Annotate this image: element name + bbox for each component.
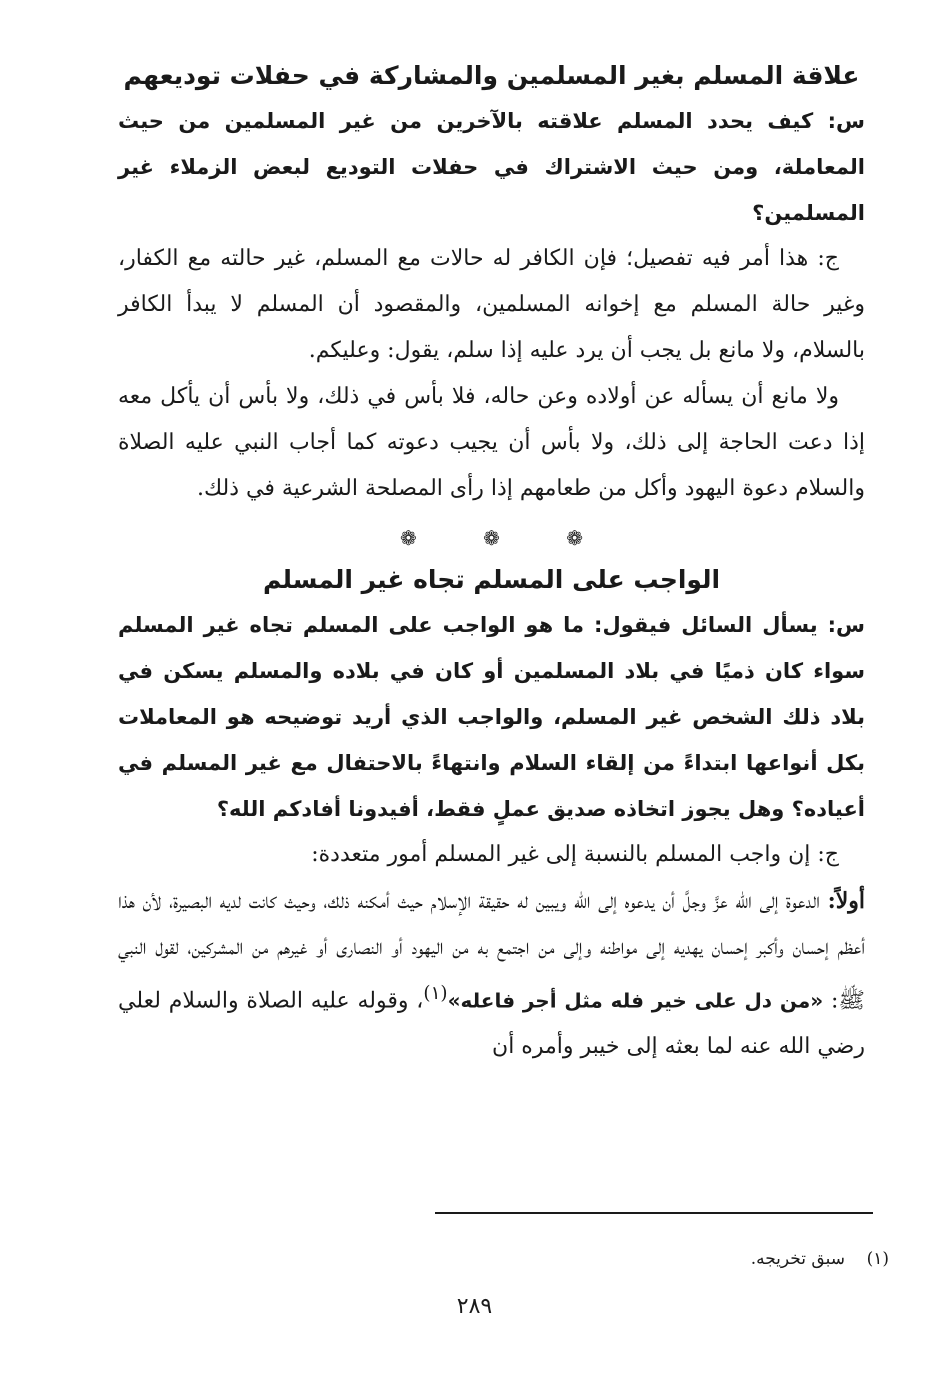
answer-1-paragraph-2: ولا مانع أن يسأله عن أولاده وعن حاله، فلا بأس في ذلك، ولا بأس أن يأكل معه إذا دعت الحاجة إلى ذلك، ولا بأس أن يجيب دعوته كما أجاب النبي عليه الصلاة والسلام دعوة اليهود وأكل من طعامهم إذا رأى المصلحة الشرعية في ذلك. — [118, 384, 865, 501]
answer-2-intro: ج: إن واجب المسلم بالنسبة إلى غير المسلم أمور متعددة: — [311, 842, 839, 867]
answer-1-paragraph-1: ج: هذا أمر فيه تفصيل؛ فإن الكافر له حالات مع المسلم، غير حالته مع الكفار، وغير حالة المسلم مع إخوانه المسلمين، والمقصود أن المسلم لا يبدأ الكافر بالسلام، ولا مانع بل يجب أن يرد عليه إذا سلم، يقول: وعليكم. — [118, 246, 865, 363]
point-label: أولاً: — [827, 888, 865, 914]
point-text-b: ، وقوله عليه الصلاة والسلام لعلي رضي الله عنه لما بعثه إلى خيبر وأمره أن — [118, 988, 865, 1060]
page-number: ٢٨٩ — [456, 1294, 493, 1319]
section-separator: ❁ ❁ ❁ — [400, 526, 583, 550]
section-title-1: علاقة المسلم بغير المسلمين والمشاركة في حفلات توديعهم — [123, 61, 860, 90]
footnote-number: (١) — [866, 1249, 889, 1269]
footnote-text: سبق تخريجه. — [750, 1249, 845, 1269]
footnote-divider — [435, 1212, 873, 1214]
question-1: س: كيف يحدد المسلم علاقته بالآخرين من غير المسلمين من حيث المعاملة، ومن حيث الاشتراك في حفلات التوديع لبعض الزملاء غير المسلمين؟ — [118, 109, 865, 225]
footnote-reference[interactable]: (١) — [423, 983, 448, 1004]
footnote — [751, 1246, 889, 1272]
point-text-a: الدعوة إلى الله عزَّ وجلَّ أن يدعوه إلى الله ويبين له حقيقة الإسلام حيث أمكنه ذلك، وحيث كانت لديه البصيرة، لأن هذا أعظم إحسان وأكبر إحسان يهديه إلى مواطنه وإلى من اجتمع به من اليهود أو النصارى أو غيرهم من المشركين، لقول النبي ﷺ: — [118, 889, 865, 1014]
hadith-quote: «من دل على خير فله مثل أجر فاعله» — [447, 988, 824, 1013]
question-2: س: يسأل السائل فيقول: ما هو الواجب على المسلم تجاه غير المسلم سواء كان ذميًا في بلاد المسلمين أو كان في بلاده والمسلم يسكن في بلاد ذلك الشخص غير المسلم، والواجب الذي أريد توضيحه هو المعاملات بكل أنواعها ابتداءً من إلقاء السلام وانتهاءً بالاحتفال مع غير المسلم في أعياده؟ وهل يجوز اتخاذه صديق عملٍ فقط، أفيدونا أفادكم الله؟ — [118, 613, 865, 821]
section-title-2: الواجب على المسلم تجاه غير المسلم — [262, 565, 721, 594]
answer-2-point-1 — [118, 878, 865, 1070]
